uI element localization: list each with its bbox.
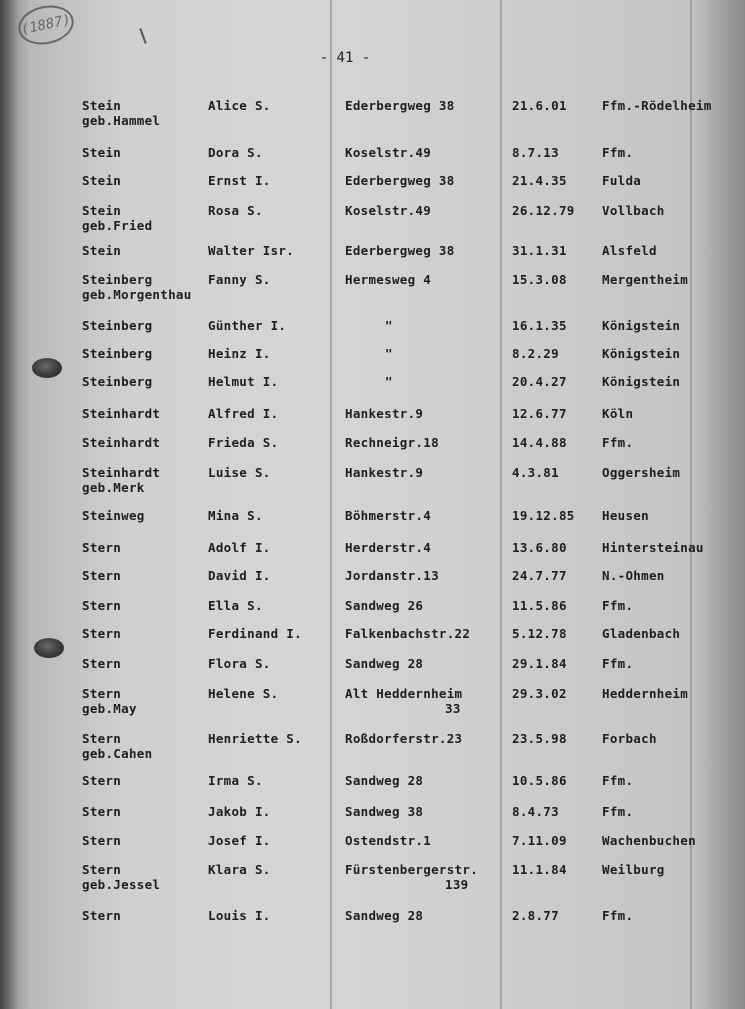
surname-cell (82, 656, 207, 671)
given-name: Henriette S. (208, 731, 302, 746)
birth-place: Heusen (602, 508, 649, 523)
street-address (345, 508, 510, 523)
birth-place: Fulda (602, 173, 642, 188)
street-line: Sandweg 28 (345, 656, 424, 671)
given-name: Dora S. (208, 145, 263, 160)
street-line: " (385, 374, 393, 389)
street-line: " (385, 318, 393, 333)
given-name: Alfred I. (208, 406, 279, 421)
surname: Steinberg (82, 374, 153, 389)
surname: Stern (82, 908, 122, 923)
street-address (345, 374, 510, 389)
birth-place: Hintersteinau (602, 540, 704, 555)
street-line: Ederbergweg 38 (345, 98, 455, 113)
given-name: Luise S. (208, 465, 271, 480)
given-name: Rosa S. (208, 203, 263, 218)
birth-date: 19.12.85 (512, 508, 575, 523)
birth-place: Mergentheim (602, 272, 689, 287)
surname: Stern (82, 598, 122, 613)
street-line: Ostendstr.1 (345, 833, 432, 848)
surname-cell (82, 346, 207, 361)
maiden-name: geb.Merk (82, 480, 145, 495)
given-name: Jakob I. (208, 804, 271, 819)
birth-date: 8.2.29 (512, 346, 559, 361)
street-line: Ederbergweg 38 (345, 173, 455, 188)
surname: Stern (82, 862, 122, 877)
surname-cell (82, 908, 207, 923)
birth-place: Weilburg (602, 862, 665, 877)
birth-place: Königstein (602, 318, 681, 333)
surname: Stern (82, 540, 122, 555)
street-line: Sandweg 26 (345, 598, 424, 613)
surname: Stern (82, 626, 122, 641)
given-name: Louis I. (208, 908, 271, 923)
surname: Stein (82, 203, 122, 218)
street-address (345, 686, 510, 716)
given-name: David I. (208, 568, 271, 583)
register-row (0, 731, 745, 771)
birth-date: 10.5.86 (512, 773, 567, 788)
surname: Stern (82, 686, 122, 701)
birth-place: Köln (602, 406, 634, 421)
surname-cell (82, 435, 207, 450)
surname-cell (82, 374, 207, 389)
birth-date: 14.4.88 (512, 435, 567, 450)
surname: Stern (82, 731, 122, 746)
given-name: Ernst I. (208, 173, 271, 188)
street-address (345, 626, 510, 641)
maiden-name: geb.May (82, 701, 137, 716)
surname-cell (82, 203, 207, 233)
birth-place: Gladenbach (602, 626, 681, 641)
given-name: Helene S. (208, 686, 279, 701)
street-line: Falkenbachstr.22 (345, 626, 471, 641)
birth-place: Ffm. (602, 598, 634, 613)
register-row (0, 465, 745, 505)
birth-place: Ffm.-Rödelheim (602, 98, 712, 113)
given-name: Alice S. (208, 98, 271, 113)
birth-place: N.-Ohmen (602, 568, 665, 583)
surname-cell (82, 773, 207, 788)
surname: Steinberg (82, 318, 153, 333)
street-address (345, 435, 510, 450)
street-address (345, 568, 510, 583)
birth-place: Ffm. (602, 773, 634, 788)
street-line: Hankestr.9 (345, 465, 424, 480)
street-line: Sandweg 38 (345, 804, 424, 819)
street-address (345, 540, 510, 555)
birth-date: 24.7.77 (512, 568, 567, 583)
surname-cell (82, 540, 207, 555)
street-address (345, 908, 510, 923)
street-line: Koselstr.49 (345, 145, 432, 160)
surname: Stein (82, 173, 122, 188)
birth-date: 7.11.09 (512, 833, 567, 848)
given-name: Ferdinand I. (208, 626, 302, 641)
birth-date: 31.1.31 (512, 243, 567, 258)
register-row (0, 98, 745, 138)
street-line: " (385, 346, 393, 361)
given-name: Walter Isr. (208, 243, 295, 258)
street-line: Fürstenbergerstr. (345, 862, 479, 877)
given-name: Josef I. (208, 833, 271, 848)
street-line-continued: 139 (445, 877, 469, 892)
birth-date: 21.4.35 (512, 173, 567, 188)
birth-date: 2.8.77 (512, 908, 559, 923)
street-address (345, 773, 510, 788)
given-name: Fanny S. (208, 272, 271, 287)
birth-date: 29.3.02 (512, 686, 567, 701)
street-address (345, 173, 510, 188)
surname-cell (82, 98, 207, 128)
street-address (345, 731, 510, 746)
birth-date: 8.7.13 (512, 145, 559, 160)
street-address (345, 833, 510, 848)
surname: Steinberg (82, 346, 153, 361)
birth-place: Heddernheim (602, 686, 689, 701)
birth-date: 11.5.86 (512, 598, 567, 613)
maiden-name: geb.Jessel (82, 877, 161, 892)
given-name: Frieda S. (208, 435, 279, 450)
surname-cell (82, 804, 207, 819)
surname-cell (82, 686, 207, 716)
birth-date: 12.6.77 (512, 406, 567, 421)
surname: Steinhardt (82, 406, 161, 421)
surname: Stern (82, 656, 122, 671)
archive-stamp: (1887) (15, 1, 78, 50)
street-address (345, 406, 510, 421)
birth-place: Ffm. (602, 804, 634, 819)
birth-place: Ffm. (602, 145, 634, 160)
birth-place: Wachenbuchen (602, 833, 696, 848)
given-name: Flora S. (208, 656, 271, 671)
street-line: Rechneigr.18 (345, 435, 439, 450)
birth-place: Alsfeld (602, 243, 657, 258)
register-row (0, 272, 745, 312)
page-number: - 41 - (319, 50, 371, 66)
given-name: Helmut I. (208, 374, 279, 389)
surname: Stern (82, 833, 122, 848)
maiden-name: geb.Fried (82, 218, 153, 233)
register-row (0, 908, 745, 948)
birth-place: Oggersheim (602, 465, 681, 480)
maiden-name: geb.Cahen (82, 746, 153, 761)
birth-date: 15.3.08 (512, 272, 567, 287)
given-name: Irma S. (208, 773, 263, 788)
surname: Stern (82, 773, 122, 788)
birth-date: 26.12.79 (512, 203, 575, 218)
birth-date: 5.12.78 (512, 626, 567, 641)
given-name: Heinz I. (208, 346, 271, 361)
street-line: Jordanstr.13 (345, 568, 439, 583)
register-row (0, 203, 745, 243)
surname: Stein (82, 145, 122, 160)
birth-place: Vollbach (602, 203, 665, 218)
street-address (345, 272, 510, 287)
street-line-continued: 33 (445, 701, 461, 716)
street-address (345, 862, 510, 892)
birth-date: 29.1.84 (512, 656, 567, 671)
given-name: Mina S. (208, 508, 263, 523)
street-line: Koselstr.49 (345, 203, 432, 218)
surname: Stern (82, 804, 122, 819)
given-name: Klara S. (208, 862, 271, 877)
maiden-name: geb.Morgenthau (82, 287, 192, 302)
birth-place: Forbach (602, 731, 657, 746)
street-line: Sandweg 28 (345, 773, 424, 788)
birth-date: 4.3.81 (512, 465, 559, 480)
street-address (345, 145, 510, 160)
birth-date: 13.6.80 (512, 540, 567, 555)
register-row (0, 862, 745, 902)
street-line: Hermesweg 4 (345, 272, 432, 287)
surname-cell (82, 145, 207, 160)
street-address (345, 598, 510, 613)
street-address (345, 656, 510, 671)
street-address (345, 203, 510, 218)
street-line: Sandweg 28 (345, 908, 424, 923)
surname-cell (82, 243, 207, 258)
street-address (345, 318, 510, 333)
street-address (345, 346, 510, 361)
surname: Stein (82, 243, 122, 258)
surname-cell (82, 598, 207, 613)
surname: Steinberg (82, 272, 153, 287)
surname-cell (82, 318, 207, 333)
surname-cell (82, 465, 207, 495)
street-address (345, 98, 510, 113)
surname-cell (82, 406, 207, 421)
surname-cell (82, 626, 207, 641)
birth-date: 8.4.73 (512, 804, 559, 819)
street-line: Alt Heddernheim (345, 686, 463, 701)
surname-cell (82, 862, 207, 892)
given-name: Adolf I. (208, 540, 271, 555)
street-line: Hankestr.9 (345, 406, 424, 421)
surname-cell (82, 731, 207, 761)
surname: Steinhardt (82, 465, 161, 480)
street-address (345, 465, 510, 480)
register-row (0, 686, 745, 726)
surname: Steinhardt (82, 435, 161, 450)
birth-place: Königstein (602, 346, 681, 361)
maiden-name: geb.Hammel (82, 113, 161, 128)
birth-place: Ffm. (602, 435, 634, 450)
surname-cell (82, 568, 207, 583)
birth-date: 23.5.98 (512, 731, 567, 746)
birth-place: Ffm. (602, 908, 634, 923)
surname-cell (82, 272, 207, 302)
street-address (345, 804, 510, 819)
street-line: Böhmerstr.4 (345, 508, 432, 523)
given-name: Günther I. (208, 318, 287, 333)
street-address (345, 243, 510, 258)
given-name: Ella S. (208, 598, 263, 613)
birth-date: 11.1.84 (512, 862, 567, 877)
street-line: Ederbergweg 38 (345, 243, 455, 258)
street-line: Herderstr.4 (345, 540, 432, 555)
birth-place: Königstein (602, 374, 681, 389)
surname-cell (82, 508, 207, 523)
surname: Steinweg (82, 508, 145, 523)
surname: Stein (82, 98, 122, 113)
birth-date: 16.1.35 (512, 318, 567, 333)
surname-cell (82, 173, 207, 188)
surname-cell (82, 833, 207, 848)
birth-date: 21.6.01 (512, 98, 567, 113)
birth-date: 20.4.27 (512, 374, 567, 389)
birth-place: Ffm. (602, 656, 634, 671)
surname: Stern (82, 568, 122, 583)
street-line: Roßdorferstr.23 (345, 731, 463, 746)
